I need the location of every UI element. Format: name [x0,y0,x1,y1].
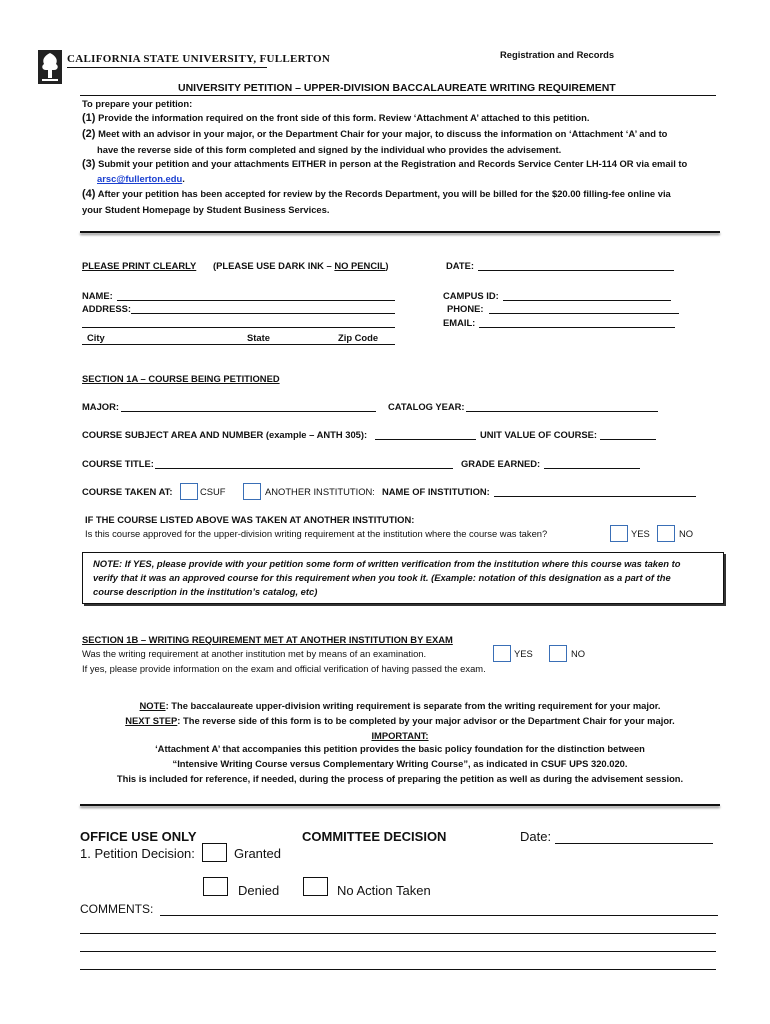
city-label: City [87,332,105,343]
catalog-year-field[interactable] [466,411,658,412]
campus-id-field[interactable] [503,300,671,301]
date-field[interactable] [478,270,674,271]
section-1b-heading: SECTION 1B – WRITING REQUIREMENT MET AT ANOTHER INSTITUTION BY EXAM [82,634,453,645]
no-action-checkbox[interactable] [303,877,328,896]
important-label: IMPORTANT: [371,730,429,741]
granted-checkbox[interactable] [202,843,227,862]
email-link[interactable]: arsc@fullerton.edu [97,173,183,184]
catalog-year-label: CATALOG YEAR: [388,401,465,412]
name-field[interactable] [117,300,395,301]
unit-value-label: UNIT VALUE OF COURSE: [480,429,598,440]
course-title-label: COURSE TITLE: [82,458,154,469]
note-line-1: NOTE: If YES, please provide with your petition some form of written verification from the institution where this course was taken to [93,558,681,569]
exam-no-checkbox[interactable] [549,645,567,662]
csuf-label: CSUF [200,486,226,497]
office-use-heading: OFFICE USE ONLY [80,829,197,844]
form-title: UNIVERSITY PETITION – UPPER-DIVISION BACCALAUREATE WRITING REQUIREMENT [178,82,616,94]
email-label: EMAIL: [443,317,476,328]
office-date-field[interactable] [555,843,713,844]
exam-yes-checkbox[interactable] [493,645,511,662]
state-label: State [247,332,270,343]
address-line-2[interactable] [82,327,395,328]
instruction-step-2-cont: have the reverse side of this form completed and signed by the individual who provides the advisement. [97,144,562,155]
subject-area-field[interactable] [375,439,476,440]
zip-label: Zip Code [338,332,379,343]
city-state-zip-rule [82,344,395,345]
comments-line-2[interactable] [80,933,716,934]
comments-line-3[interactable] [80,951,716,952]
office-name: Registration and Records [500,49,615,60]
comments-line-4[interactable] [80,969,716,970]
university-seal-icon [38,50,62,84]
another-institution-checkbox[interactable] [243,483,261,500]
instruction-step-2: (2) Meet with an advisor in your major, or the Department Chair for your major, to discuss the information on ‘Attachment ‘A’ and to [82,128,668,140]
university-name: CALIFORNIA STATE UNIVERSITY, FULLERTON [67,53,331,65]
phone-label: PHONE: [447,303,484,314]
attachment-note-1: ‘Attachment A’ that accompanies this petition provides the basic policy foundation for the distinction between [155,743,645,754]
note-line-3: course description in the institution’s catalog, etc) [93,586,318,597]
note-separate-requirement: NOTE: The baccalaureate upper-division writing requirement is separate from the writing requirement for your major. [139,700,661,711]
grade-earned-field[interactable] [544,468,640,469]
name-label: NAME: [82,290,113,301]
major-label: MAJOR: [82,401,119,412]
instruction-step-4: (4) After your petition has been accepted for review by the Records Department, you will be billed for the $20.00 filling-fee online via [82,188,671,200]
if-another-heading: IF THE COURSE LISTED ABOVE WAS TAKEN AT ANOTHER INSTITUTION: [85,514,415,525]
course-title-field[interactable] [155,468,453,469]
exam-yes-label: YES [514,648,533,659]
exam-no-label: NO [571,648,586,659]
course-taken-at-label: COURSE TAKEN AT: [82,486,173,497]
instruction-step-3-cont: arsc@fullerton.edu. [97,173,185,184]
approved-question: Is this course approved for the upper-division writing requirement at the institution where the course was taken? [85,528,548,539]
grade-earned-label: GRADE EARNED: [461,458,541,469]
note-line-2: verify that it was an approved course for this requirement when you took it. (Example: notation of this designation as a part of the [93,572,671,583]
approved-yes-checkbox[interactable] [610,525,628,542]
dark-ink-label: (PLEASE USE DARK INK – NO PENCIL) [213,260,389,271]
address-field[interactable] [131,313,395,314]
no-action-label: No Action Taken [337,883,431,898]
approved-yes-label: YES [631,528,650,539]
divider [80,231,720,233]
divider [80,804,720,806]
section-1a-heading: SECTION 1A – COURSE BEING PETITIONED [82,373,280,384]
approved-no-label: NO [679,528,694,539]
next-step-note: NEXT STEP: The reverse side of this form is to be completed by your major advisor or the Department Chair for your major. [125,715,675,726]
denied-checkbox[interactable] [203,877,228,896]
office-date-label: Date: [520,829,552,844]
petition-decision-label: 1. Petition Decision: [80,846,195,861]
csuf-checkbox[interactable] [180,483,198,500]
instruction-step-3: (3) Submit your petition and your attachments EITHER in person at the Registration and Records Service Center LH-114 OR via email to [82,158,688,170]
campus-id-label: CAMPUS ID: [443,290,499,301]
subject-area-label: COURSE SUBJECT AREA AND NUMBER (example – ANTH 305): [82,429,368,440]
name-of-institution-label: NAME OF INSTITUTION: [382,486,490,497]
comments-label: COMMENTS: [80,902,154,916]
attachment-note-3: This is included for reference, if needed, during the process of preparing the petition as well as during the advisement session. [116,773,684,784]
unit-value-field[interactable] [600,439,656,440]
name-of-institution-field[interactable] [494,496,696,497]
print-clearly-label: PLEASE PRINT CLEARLY [82,260,197,271]
instruction-step-1: (1) Provide the information required on the front side of this form. Review ‘Attachment A’ attached to this petition. [82,112,590,124]
denied-label: Denied [238,883,280,898]
instruction-step-4-cont: your Student Homepage by Student Business Services. [82,204,330,215]
committee-decision-heading: COMMITTEE DECISION [302,829,447,844]
exam-followup: If yes, please provide information on the exam and official verification of having passed the exam. [82,663,486,674]
major-field[interactable] [121,411,376,412]
attachment-note-2: “Intensive Writing Course versus Complementary Writing Course”, as indicated in CSUF UPS 320.020. [172,758,628,769]
instructions-intro: To prepare your petition: [82,98,193,109]
phone-field[interactable] [489,313,679,314]
approved-no-checkbox[interactable] [657,525,675,542]
address-label: ADDRESS: [82,303,131,314]
email-field[interactable] [479,327,675,328]
comments-line-1[interactable] [160,915,718,916]
another-institution-label: ANOTHER INSTITUTION: [265,486,375,497]
granted-label: Granted [234,846,281,861]
exam-question: Was the writing requirement at another institution met by means of an examination. [82,648,427,659]
date-label: DATE: [446,260,474,271]
